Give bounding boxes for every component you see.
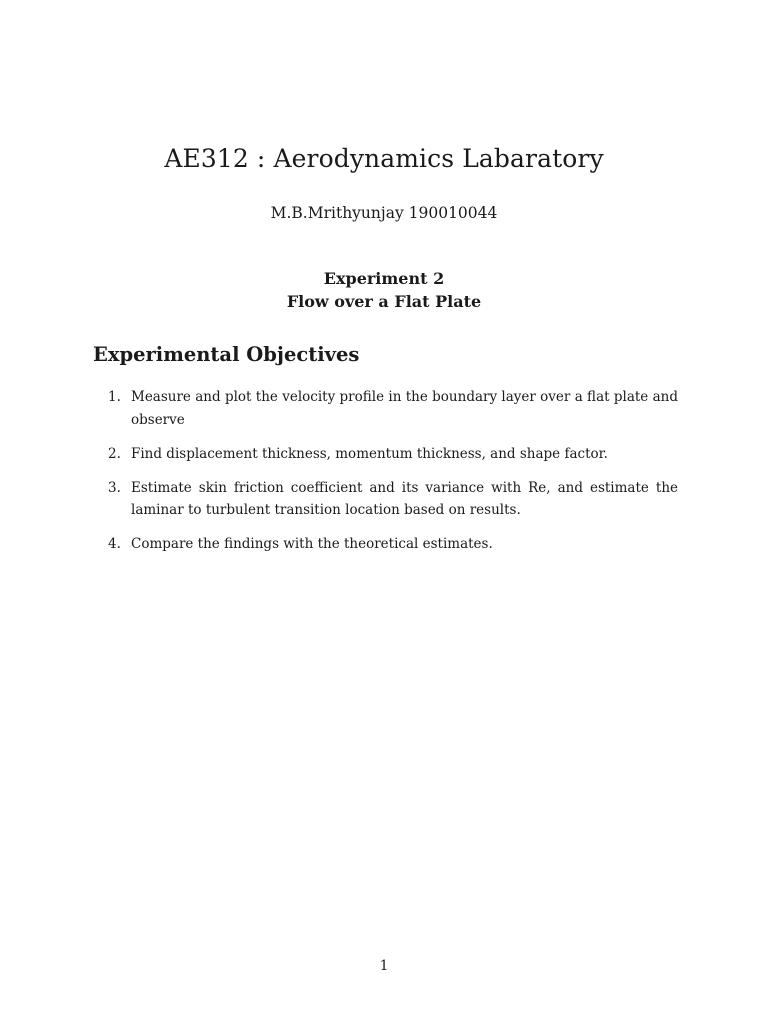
list-item-text: Compare the findings with the theoretical estimates. bbox=[131, 536, 493, 552]
objectives-list bbox=[108, 386, 678, 567]
document-title: AE312 : Aerodynamics Labaratory bbox=[164, 144, 604, 173]
list-item-text: Estimate skin friction coefficient and its variance with Re, and estimate the laminar to turbulent transition location based on results. bbox=[131, 479, 678, 518]
list-item bbox=[108, 443, 678, 466]
list-item-number: 4. bbox=[108, 536, 121, 552]
list-item-text: Measure and plot the velocity profile in the boundary layer over a flat plate and observe bbox=[131, 389, 678, 428]
list-item-number: 2. bbox=[108, 445, 121, 462]
author-line: M.B.Mrithyunjay 190010044 bbox=[270, 204, 498, 222]
list-item bbox=[108, 533, 678, 556]
page-number: 1 bbox=[379, 958, 389, 974]
list-item-text: Find displacement thickness, momentum thickness, and shape factor. bbox=[131, 445, 608, 462]
experiment-number: Experiment 2 bbox=[323, 269, 445, 288]
list-item bbox=[108, 386, 678, 431]
section-heading: Experimental Objectives bbox=[93, 343, 360, 366]
list-item bbox=[108, 477, 678, 522]
experiment-title: Flow over a Flat Plate bbox=[286, 292, 482, 311]
list-item-number: 3. bbox=[108, 479, 121, 496]
list-item-number: 1. bbox=[108, 389, 121, 405]
